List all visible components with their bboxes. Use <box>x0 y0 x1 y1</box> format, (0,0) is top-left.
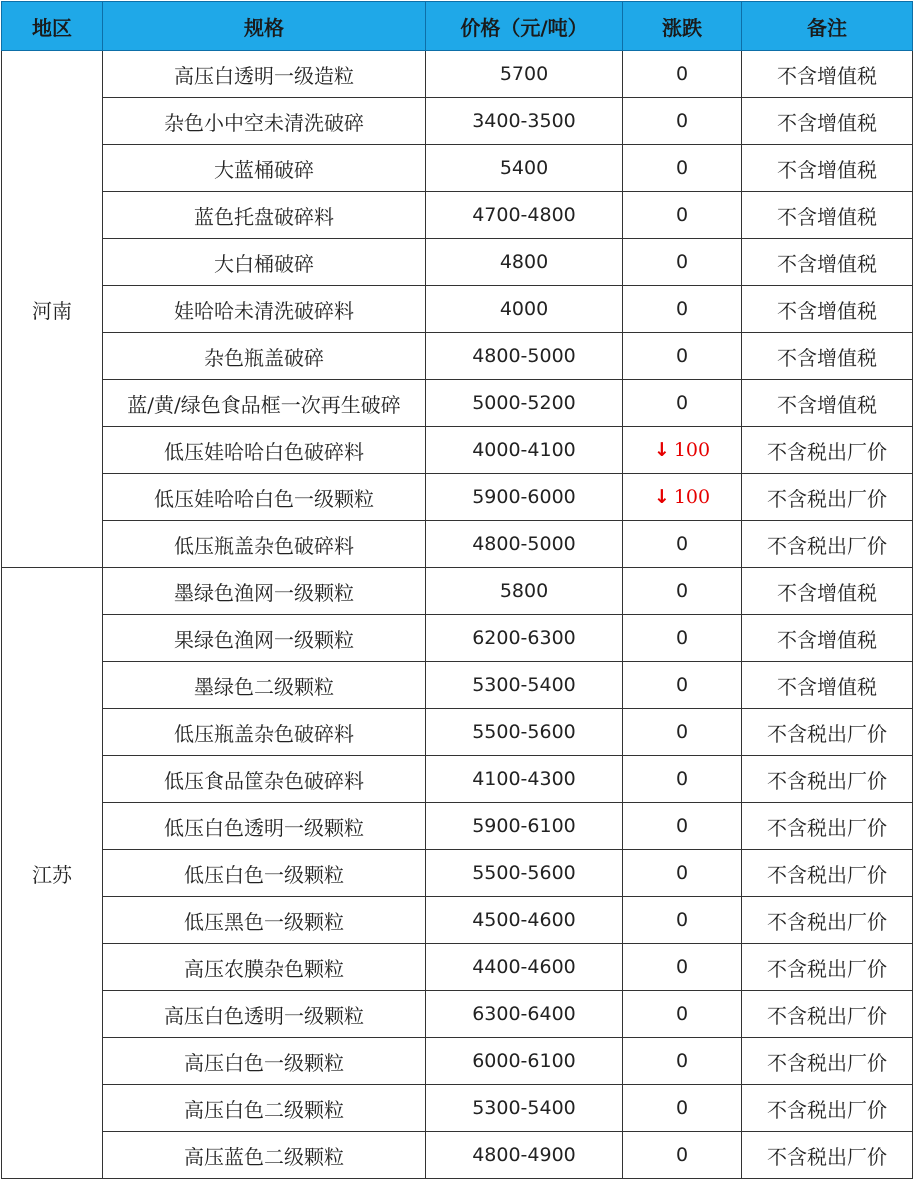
table-row <box>2 991 913 1038</box>
price-cell: 5300-5400 <box>426 662 623 709</box>
table-row <box>2 333 913 380</box>
note-cell: 不含增值税 <box>742 333 913 380</box>
price-cell: 4100-4300 <box>426 756 623 803</box>
note-cell: 不含税出厂价 <box>742 944 913 991</box>
price-cell: 5900-6100 <box>426 803 623 850</box>
spec-cell: 高压白色一级颗粒 <box>103 1038 426 1085</box>
change-cell: 0 <box>623 944 742 991</box>
change-cell: 0 <box>623 1132 742 1179</box>
table-row <box>2 521 913 568</box>
note-cell: 不含税出厂价 <box>742 803 913 850</box>
note-cell: 不含税出厂价 <box>742 1085 913 1132</box>
price-cell: 5300-5400 <box>426 1085 623 1132</box>
table-row <box>2 756 913 803</box>
spec-cell: 娃哈哈未清洗破碎料 <box>103 286 426 333</box>
spec-cell: 高压白透明一级造粒 <box>103 51 426 98</box>
spec-cell: 低压食品筐杂色破碎料 <box>103 756 426 803</box>
price-cell: 4000 <box>426 286 623 333</box>
price-cell: 4500-4600 <box>426 897 623 944</box>
spec-cell: 低压娃哈哈白色破碎料 <box>103 427 426 474</box>
table-row <box>2 944 913 991</box>
price-cell: 6200-6300 <box>426 615 623 662</box>
table-body <box>2 51 913 1179</box>
table-row <box>2 897 913 944</box>
table-row <box>2 286 913 333</box>
header-row <box>2 2 913 51</box>
spec-cell: 杂色瓶盖破碎 <box>103 333 426 380</box>
price-cell: 4000-4100 <box>426 427 623 474</box>
change-cell: 0 <box>623 897 742 944</box>
price-cell: 4700-4800 <box>426 192 623 239</box>
note-cell: 不含税出厂价 <box>742 991 913 1038</box>
price-table <box>1 1 913 1179</box>
table-row <box>2 145 913 192</box>
spec-cell: 低压白色透明一级颗粒 <box>103 803 426 850</box>
change-value: 100 <box>673 486 711 508</box>
spec-cell: 高压农膜杂色颗粒 <box>103 944 426 991</box>
spec-cell: 低压白色一级颗粒 <box>103 850 426 897</box>
table-row <box>2 51 913 98</box>
price-cell: 5900-6000 <box>426 474 623 521</box>
price-cell: 4800 <box>426 239 623 286</box>
change-cell: 0 <box>623 756 742 803</box>
price-cell: 4800-4900 <box>426 1132 623 1179</box>
change-cell: 0 <box>623 568 742 615</box>
price-cell: 4800-5000 <box>426 521 623 568</box>
note-cell: 不含增值税 <box>742 286 913 333</box>
price-cell: 4800-5000 <box>426 333 623 380</box>
header-region: 地区 <box>2 2 103 51</box>
table-row <box>2 803 913 850</box>
price-cell: 5000-5200 <box>426 380 623 427</box>
table-row <box>2 192 913 239</box>
price-cell: 6300-6400 <box>426 991 623 1038</box>
spec-cell: 高压蓝色二级颗粒 <box>103 1132 426 1179</box>
header-spec: 规格 <box>103 2 426 51</box>
change-cell: 0 <box>623 991 742 1038</box>
price-cell: 5500-5600 <box>426 709 623 756</box>
note-cell: 不含税出厂价 <box>742 850 913 897</box>
spec-cell: 高压白色透明一级颗粒 <box>103 991 426 1038</box>
spec-cell: 低压娃哈哈白色一级颗粒 <box>103 474 426 521</box>
table-row <box>2 474 913 521</box>
change-cell: 0 <box>623 662 742 709</box>
down-arrow-icon: ↓ <box>653 486 670 508</box>
price-cell: 5700 <box>426 51 623 98</box>
change-value: 100 <box>673 439 711 461</box>
table-row <box>2 239 913 286</box>
change-cell: 0 <box>623 333 742 380</box>
change-cell: 0 <box>623 239 742 286</box>
table-row <box>2 709 913 756</box>
change-cell: 0 <box>623 380 742 427</box>
spec-cell: 果绿色渔网一级颗粒 <box>103 615 426 662</box>
table-row <box>2 850 913 897</box>
change-cell: 0 <box>623 1085 742 1132</box>
table-row <box>2 1132 913 1179</box>
spec-cell: 蓝/黄/绿色食品框一次再生破碎 <box>103 380 426 427</box>
change-cell: 0 <box>623 51 742 98</box>
price-cell: 5800 <box>426 568 623 615</box>
note-cell: 不含税出厂价 <box>742 1132 913 1179</box>
change-cell: 0 <box>623 286 742 333</box>
note-cell: 不含税出厂价 <box>742 1038 913 1085</box>
spec-cell: 低压黑色一级颗粒 <box>103 897 426 944</box>
change-cell: 0 <box>623 803 742 850</box>
header-note: 备注 <box>742 2 913 51</box>
change-cell: 0 <box>623 1038 742 1085</box>
note-cell: 不含税出厂价 <box>742 709 913 756</box>
spec-cell: 大蓝桶破碎 <box>103 145 426 192</box>
change-cell: 0 <box>623 521 742 568</box>
table-row <box>2 662 913 709</box>
note-cell: 不含税出厂价 <box>742 897 913 944</box>
change-cell: 0 <box>623 615 742 662</box>
change-cell: 0 <box>623 98 742 145</box>
table-row <box>2 98 913 145</box>
table-row <box>2 427 913 474</box>
note-cell: 不含税出厂价 <box>742 521 913 568</box>
change-cell: 0 <box>623 850 742 897</box>
change-cell <box>623 427 742 474</box>
price-cell: 5500-5600 <box>426 850 623 897</box>
note-cell: 不含增值税 <box>742 568 913 615</box>
price-cell: 3400-3500 <box>426 98 623 145</box>
note-cell: 不含税出厂价 <box>742 756 913 803</box>
table-row <box>2 1085 913 1132</box>
header-change: 涨跌 <box>623 2 742 51</box>
note-cell: 不含增值税 <box>742 239 913 286</box>
spec-cell: 杂色小中空未清洗破碎 <box>103 98 426 145</box>
region-cell: 江苏 <box>2 568 103 1179</box>
change-cell <box>623 474 742 521</box>
spec-cell: 低压瓶盖杂色破碎料 <box>103 709 426 756</box>
spec-cell: 大白桶破碎 <box>103 239 426 286</box>
table-row <box>2 568 913 615</box>
note-cell: 不含增值税 <box>742 662 913 709</box>
note-cell: 不含增值税 <box>742 192 913 239</box>
note-cell: 不含税出厂价 <box>742 427 913 474</box>
change-cell: 0 <box>623 145 742 192</box>
change-cell: 0 <box>623 192 742 239</box>
spec-cell: 低压瓶盖杂色破碎料 <box>103 521 426 568</box>
note-cell: 不含增值税 <box>742 380 913 427</box>
down-arrow-icon: ↓ <box>653 439 670 461</box>
spec-cell: 墨绿色二级颗粒 <box>103 662 426 709</box>
change-cell: 0 <box>623 709 742 756</box>
note-cell: 不含增值税 <box>742 145 913 192</box>
spec-cell: 高压白色二级颗粒 <box>103 1085 426 1132</box>
table-row <box>2 1038 913 1085</box>
table-row <box>2 615 913 662</box>
header-price: 价格（元/吨） <box>426 2 623 51</box>
price-cell: 4400-4600 <box>426 944 623 991</box>
price-cell: 5400 <box>426 145 623 192</box>
note-cell: 不含税出厂价 <box>742 474 913 521</box>
region-cell: 河南 <box>2 51 103 568</box>
table-row <box>2 380 913 427</box>
spec-cell: 墨绿色渔网一级颗粒 <box>103 568 426 615</box>
note-cell: 不含增值税 <box>742 98 913 145</box>
spec-cell: 蓝色托盘破碎料 <box>103 192 426 239</box>
note-cell: 不含增值税 <box>742 51 913 98</box>
note-cell: 不含增值税 <box>742 615 913 662</box>
price-cell: 6000-6100 <box>426 1038 623 1085</box>
